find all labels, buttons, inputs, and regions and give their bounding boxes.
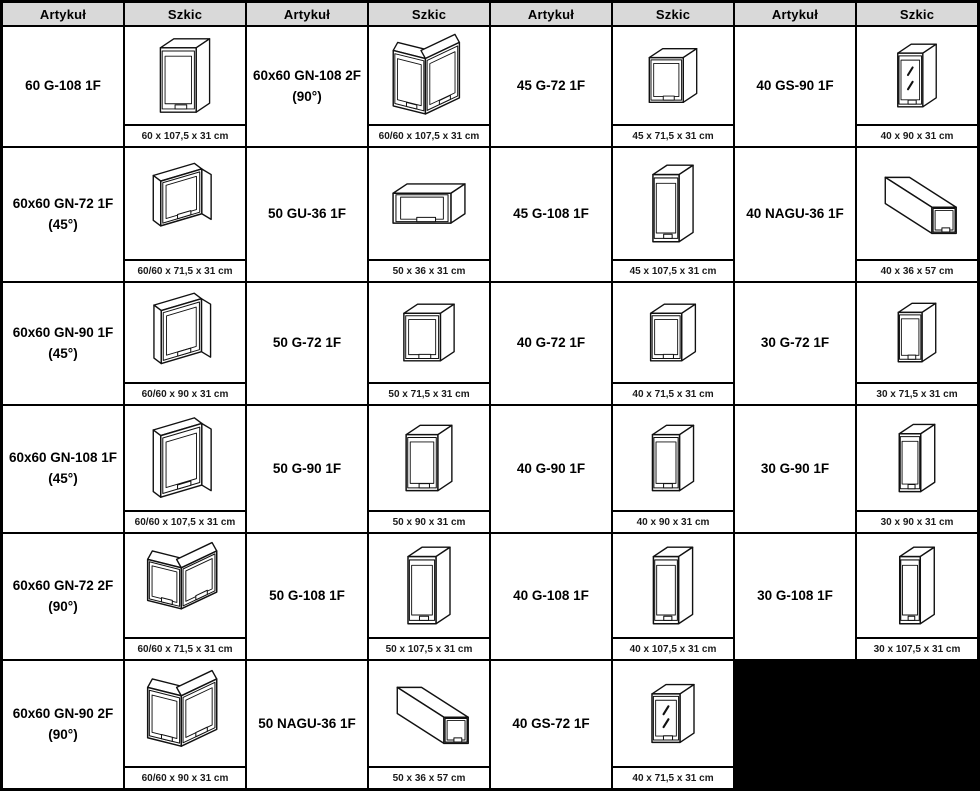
sketch-cell bbox=[369, 534, 489, 659]
dimensions-label: 30 x 90 x 31 cm bbox=[880, 516, 954, 528]
cabinet-sketch-corner45 bbox=[125, 283, 245, 382]
dimensions-label: 50 x 36 x 57 cm bbox=[392, 772, 466, 784]
cabinet-sketch-glass bbox=[857, 27, 977, 124]
dimensions-label: 40 x 71,5 x 31 cm bbox=[632, 388, 714, 400]
article-label: 40 G-108 1F bbox=[513, 588, 589, 604]
dimensions-strip bbox=[125, 124, 245, 146]
dimensions-strip bbox=[857, 259, 977, 281]
dimensions-strip bbox=[857, 510, 977, 532]
cabinet-sketch-glass bbox=[613, 661, 733, 766]
sketch-cell bbox=[125, 406, 245, 532]
dimensions-label: 60 x 107,5 x 31 cm bbox=[141, 130, 229, 142]
sketch-cell bbox=[857, 27, 977, 146]
article-cell bbox=[735, 534, 855, 659]
sketch-cell bbox=[613, 148, 733, 281]
dimensions-label: 60/60 x 90 x 31 cm bbox=[141, 388, 229, 400]
article-label: 40 G-90 1F bbox=[516, 460, 586, 476]
article-cell bbox=[3, 283, 123, 404]
cabinet-sketch-wall bbox=[613, 283, 733, 382]
cabinet-sketch-deep bbox=[369, 661, 489, 766]
cabinet-sketch-corner45 bbox=[125, 406, 245, 510]
dimensions-label: 60/60 x 90 x 31 cm bbox=[141, 772, 229, 784]
sketch-cell bbox=[369, 406, 489, 532]
article-cell bbox=[3, 406, 123, 532]
sketch-cell bbox=[369, 148, 489, 281]
article-cell bbox=[491, 148, 611, 281]
dimensions-strip bbox=[369, 766, 489, 788]
header-sketch-label: Szkic bbox=[899, 6, 935, 22]
sketch-cell bbox=[857, 534, 977, 659]
article-cell bbox=[247, 283, 367, 404]
cabinet-sketch-wall bbox=[857, 283, 977, 382]
dimensions-strip bbox=[369, 382, 489, 404]
article-cell bbox=[491, 283, 611, 404]
dimensions-strip bbox=[857, 382, 977, 404]
dimensions-strip bbox=[613, 637, 733, 659]
article-label: 45 G-108 1F bbox=[513, 206, 589, 222]
cabinet-sketch-wall bbox=[613, 148, 733, 259]
dimensions-strip bbox=[369, 259, 489, 281]
article-cell bbox=[247, 406, 367, 532]
article-cell bbox=[735, 27, 855, 146]
dimensions-label: 50 x 107,5 x 31 cm bbox=[385, 643, 473, 655]
cabinet-sketch-wall bbox=[125, 27, 245, 124]
dimensions-label: 45 x 71,5 x 31 cm bbox=[632, 130, 714, 142]
header-article-label: Artykuł bbox=[771, 6, 819, 22]
article-label: 50 G-90 1F bbox=[272, 460, 342, 476]
dimensions-strip bbox=[613, 510, 733, 532]
sketch-cell bbox=[857, 283, 977, 404]
dimensions-label: 50 x 90 x 31 cm bbox=[392, 516, 466, 528]
sketch-cell bbox=[125, 283, 245, 404]
cabinet-sketch-wall bbox=[613, 534, 733, 637]
dimensions-strip bbox=[613, 124, 733, 146]
article-cell bbox=[735, 283, 855, 404]
dimensions-strip bbox=[369, 637, 489, 659]
article-label: 30 G-108 1F bbox=[757, 588, 833, 604]
header-sketch-label: Szkic bbox=[411, 6, 447, 22]
cabinet-sketch-corner45 bbox=[125, 148, 245, 259]
sketch-cell bbox=[369, 661, 489, 788]
article-cell bbox=[247, 27, 367, 146]
article-cell bbox=[491, 406, 611, 532]
dimensions-label: 60/60 x 71,5 x 31 cm bbox=[137, 265, 233, 277]
dimensions-strip bbox=[125, 510, 245, 532]
article-label: 60x60 GN-72 2F (90°) bbox=[12, 577, 114, 614]
sketch-cell bbox=[369, 283, 489, 404]
dimensions-strip bbox=[125, 766, 245, 788]
header-sketch bbox=[125, 3, 245, 25]
sketch-cell bbox=[613, 283, 733, 404]
header-sketch bbox=[613, 3, 733, 25]
dimensions-label: 40 x 90 x 31 cm bbox=[880, 130, 954, 142]
article-cell bbox=[491, 661, 611, 788]
sketch-cell bbox=[125, 148, 245, 281]
article-cell bbox=[3, 27, 123, 146]
sketch-cell bbox=[857, 406, 977, 532]
cabinet-sketch-wall bbox=[613, 406, 733, 510]
dimensions-label: 40 x 36 x 57 cm bbox=[880, 265, 954, 277]
dimensions-label: 45 x 107,5 x 31 cm bbox=[629, 265, 717, 277]
dimensions-label: 60/60 x 107,5 x 31 cm bbox=[378, 130, 480, 142]
cabinet-sketch-wall bbox=[369, 534, 489, 637]
article-label: 60x60 GN-72 1F (45°) bbox=[12, 195, 114, 232]
article-cell bbox=[3, 534, 123, 659]
article-label: 50 GU-36 1F bbox=[267, 206, 347, 222]
cabinet-sketch-wall bbox=[857, 406, 977, 510]
sketch-cell bbox=[613, 534, 733, 659]
article-cell bbox=[247, 534, 367, 659]
sketch-cell bbox=[125, 534, 245, 659]
dimensions-strip bbox=[857, 637, 977, 659]
header-sketch bbox=[857, 3, 977, 25]
dimensions-strip bbox=[125, 382, 245, 404]
header-article bbox=[735, 3, 855, 25]
dimensions-label: 30 x 71,5 x 31 cm bbox=[876, 388, 958, 400]
dimensions-label: 30 x 107,5 x 31 cm bbox=[873, 643, 961, 655]
dimensions-label: 60/60 x 107,5 x 31 cm bbox=[134, 516, 236, 528]
dimensions-strip bbox=[125, 637, 245, 659]
article-label: 40 NAGU-36 1F bbox=[746, 206, 844, 222]
cabinet-sketch-corner90 bbox=[369, 27, 489, 124]
dimensions-label: 40 x 90 x 31 cm bbox=[636, 516, 710, 528]
article-label: 45 G-72 1F bbox=[516, 78, 586, 94]
cabinet-sketch-corner90 bbox=[125, 534, 245, 637]
article-label: 40 G-72 1F bbox=[516, 335, 586, 351]
cabinet-sketch-wall bbox=[613, 27, 733, 124]
article-label: 50 NAGU-36 1F bbox=[258, 716, 356, 732]
cabinet-sketch-flap bbox=[369, 148, 489, 259]
sketch-cell bbox=[125, 27, 245, 146]
article-label: 60x60 GN-108 2F (90°) bbox=[252, 67, 362, 104]
cabinet-sketch-wall bbox=[369, 406, 489, 510]
dimensions-strip bbox=[369, 510, 489, 532]
dimensions-label: 50 x 71,5 x 31 cm bbox=[388, 388, 470, 400]
article-label: 30 G-90 1F bbox=[760, 460, 830, 476]
header-article-label: Artykuł bbox=[283, 6, 331, 22]
article-label: 50 G-108 1F bbox=[269, 588, 345, 604]
sketch-cell bbox=[125, 661, 245, 788]
dimensions-label: 40 x 71,5 x 31 cm bbox=[632, 772, 714, 784]
dimensions-label: 60/60 x 71,5 x 31 cm bbox=[137, 643, 233, 655]
dimensions-strip bbox=[613, 382, 733, 404]
article-label: 40 GS-72 1F bbox=[512, 716, 590, 732]
sketch-cell bbox=[613, 406, 733, 532]
cabinet-sketch-wall bbox=[369, 283, 489, 382]
article-label: 60x60 GN-90 1F (45°) bbox=[12, 324, 114, 361]
dimensions-strip bbox=[857, 124, 977, 146]
cabinet-sketch-corner90 bbox=[125, 661, 245, 766]
article-label: 30 G-72 1F bbox=[760, 335, 830, 351]
article-label: 60 G-108 1F bbox=[25, 78, 101, 94]
article-label: 60x60 GN-108 1F (45°) bbox=[8, 450, 118, 486]
sketch-cell bbox=[857, 148, 977, 281]
header-sketch-label: Szkic bbox=[167, 6, 203, 22]
dimensions-strip bbox=[613, 259, 733, 281]
article-cell bbox=[3, 148, 123, 281]
cabinet-sketch-deep bbox=[857, 148, 977, 259]
article-cell bbox=[3, 661, 123, 788]
cabinet-sketch-wall bbox=[857, 534, 977, 637]
article-label: 40 GS-90 1F bbox=[756, 78, 834, 94]
article-cell bbox=[247, 148, 367, 281]
article-cell bbox=[247, 661, 367, 788]
header-sketch bbox=[369, 3, 489, 25]
article-cell bbox=[491, 534, 611, 659]
dimensions-label: 50 x 36 x 31 cm bbox=[392, 265, 466, 277]
dimensions-strip bbox=[125, 259, 245, 281]
article-cell bbox=[491, 27, 611, 146]
article-cell bbox=[735, 148, 855, 281]
empty-cell bbox=[735, 661, 977, 788]
dimensions-label: 40 x 107,5 x 31 cm bbox=[629, 643, 717, 655]
dimensions-strip bbox=[613, 766, 733, 788]
article-label: 60x60 GN-90 2F (90°) bbox=[12, 705, 114, 742]
sketch-cell bbox=[369, 27, 489, 146]
header-article bbox=[3, 3, 123, 25]
dimensions-strip bbox=[369, 124, 489, 146]
header-article bbox=[247, 3, 367, 25]
sketch-cell bbox=[613, 27, 733, 146]
header-article-label: Artykuł bbox=[527, 6, 575, 22]
header-sketch-label: Szkic bbox=[655, 6, 691, 22]
header-article bbox=[491, 3, 611, 25]
sketch-cell bbox=[613, 661, 733, 788]
article-cell bbox=[735, 406, 855, 532]
article-label: 50 G-72 1F bbox=[272, 335, 342, 351]
header-article-label: Artykuł bbox=[39, 6, 87, 22]
